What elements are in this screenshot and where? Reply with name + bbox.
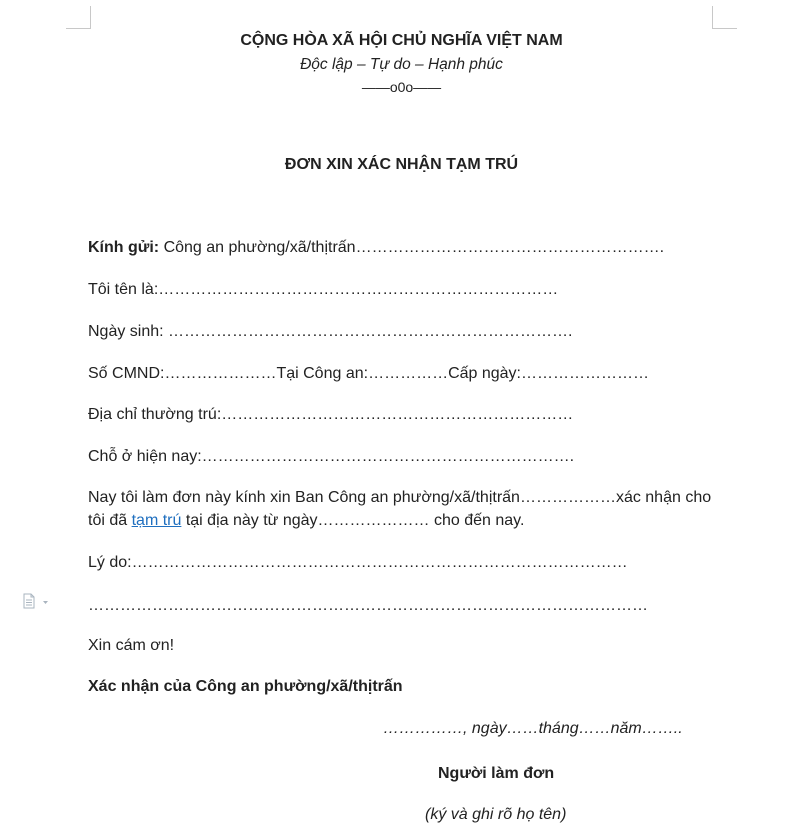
crop-mark-top-right [712,6,737,29]
crop-mark-top-left [66,6,91,29]
name-line: Tôi tên là:………………………………………………………………… [88,281,559,298]
document-icon[interactable] [22,593,52,609]
reason-line: Lý do:………………………………………………………………………………… [88,554,628,571]
signer-title: Người làm đơn [438,765,555,782]
chevron-down-icon [43,601,48,604]
dob-line: Ngày sinh: …………………………………………………………………. [88,323,573,340]
form-title: ĐƠN XIN XÁC NHẬN TẠM TRÚ [284,156,519,173]
request-line-2-prefix: tôi đã [88,512,132,529]
tam-tru-link[interactable]: tạm trú [131,512,182,529]
date-line: ……………, ngày……tháng……năm…….. [383,720,683,737]
reason-line-2: …………………………………………………………………………………………… [88,597,648,614]
thanks-line: Xin cám ơn! [88,637,175,654]
permanent-address-line: Địa chỉ thường trú:………………………………………………………… [88,406,574,423]
recipient-text: Công an phường/xã/thịtrấn…………………………………………………. [159,239,665,256]
signer-note: (ký và ghi rõ họ tên) [425,806,567,823]
recipient-label: Kính gửi: [88,239,160,256]
id-card-line: Số CMND:…………………Tại Công an:……………Cấp ngày:…………………… [88,365,649,382]
police-confirmation-heading: Xác nhận của Công an phường/xã/thịtrấn [88,678,403,695]
recipient-line [88,238,664,258]
document-icon-graphic [22,593,52,609]
request-line-2-suffix: tại địa này từ ngày………………… cho đến nay. [181,512,525,529]
request-line-2 [88,511,524,531]
header-divider: ——o0o—— [361,79,442,95]
national-motto: Độc lập – Tự do – Hạnh phúc [300,56,503,73]
request-line-1: Nay tôi làm đơn này kính xin Ban Công an phường/xã/thịtrấn………………xác nhận cho [88,489,712,506]
current-address-line: Chỗ ở hiện nay:……………………………………………………………. [88,448,575,465]
national-title: CỘNG HÒA XÃ HỘI CHỦ NGHĨA VIỆT NAM [240,32,563,49]
